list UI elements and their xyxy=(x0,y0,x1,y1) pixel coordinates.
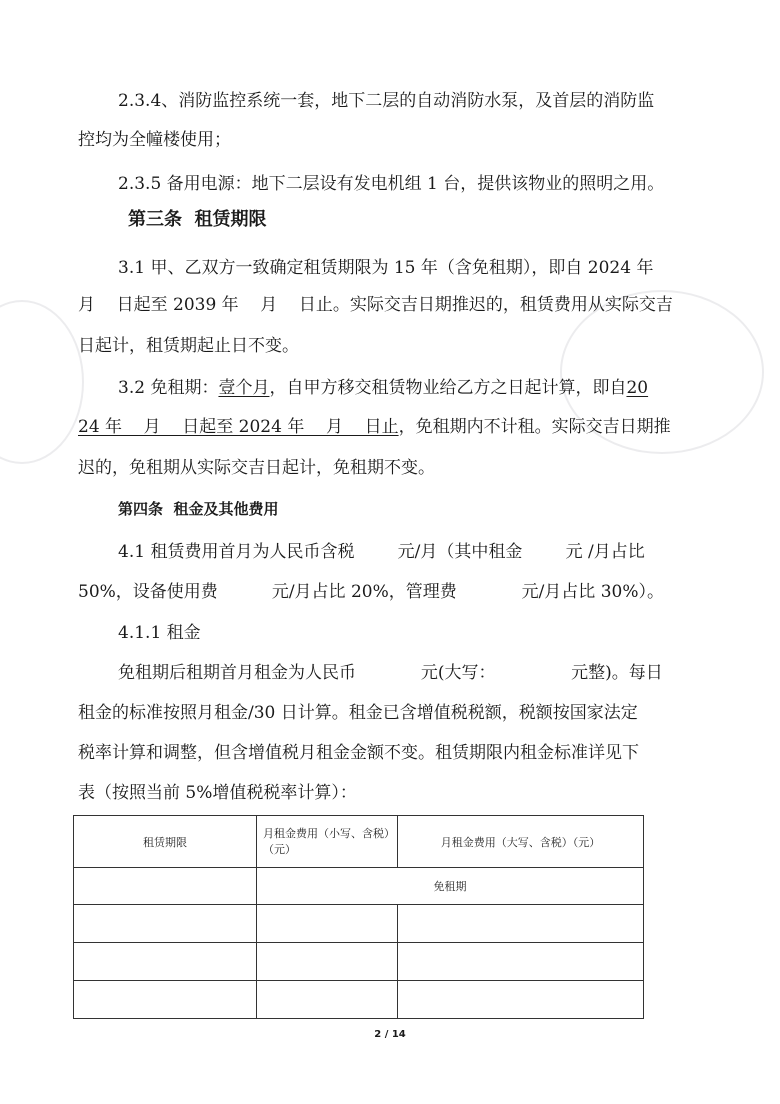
para-4-1-1-line2: 租金的标准按照月租金/30 日计算。租金已含增值税税额，税额按国家法定 xyxy=(78,703,638,723)
table-row xyxy=(74,981,644,1019)
para-4-1-1-title: 4.1.1 租金 xyxy=(118,623,201,643)
para-3-2-label: 3.2 免租期： xyxy=(118,378,219,398)
para-3-1-line1: 3.1 甲、乙双方一致确定租赁期限为 15 年（含免租期），即自 2024 年 xyxy=(118,258,654,278)
para-3-2-line1 xyxy=(118,375,780,401)
table-row-free-period xyxy=(74,868,644,905)
para-4-1-1-line1: 免租期后租期首月租金为人民币 元(大写： 元整)。每日 xyxy=(118,663,663,683)
para-3-2-line2-text: ，免租期内不计租。实际交吉日期推 xyxy=(398,417,671,437)
table-cell xyxy=(257,905,398,943)
para-4-1-line1: 4.1 租赁费用首月为人民币含税 元/月（其中租金 元 /月占比 xyxy=(118,542,645,562)
table-cell xyxy=(74,981,257,1019)
para-2-3-5: 2.3.5 备用电源：地下二层设有发电机组 1 台，提供该物业的照明之用。 xyxy=(118,174,665,194)
table-cell xyxy=(257,943,398,981)
para-3-2-line3: 迟的，免租期从实际交吉日起计，免租期不变。 xyxy=(78,458,435,478)
para-3-1-line3: 日起计，租赁期起止日不变。 xyxy=(78,336,299,356)
free-period-length: 壹个月 xyxy=(218,378,270,398)
para-4-1-line2: 50%，设备使用费 元/月占比 20%，管理费 元/月占比 30%）。 xyxy=(78,582,665,602)
article-3-title: 第三条 租赁期限 xyxy=(128,209,267,230)
article-4-title: 第四条 租金及其他费用 xyxy=(118,500,279,518)
para-4-1-1-line3: 税率计算和调整，但含增值税月租金金额不变。租赁期限内租金标准详见下 xyxy=(78,743,639,763)
para-2-3-4-line2: 控均为全幢楼使用； xyxy=(78,130,231,150)
para-4-1-1-line4: 表（按照当前 5%增值税税率计算）： xyxy=(78,783,357,803)
table-cell xyxy=(74,943,257,981)
free-period-year-start: 20 xyxy=(626,378,649,398)
table-header-row xyxy=(74,816,644,868)
para-2-3-4-line1: 2.3.4、消防监控系统一套，地下二层的自动消防水泵，及首层的消防监 xyxy=(118,91,655,111)
para-3-2-line2 xyxy=(78,414,780,440)
rent-schedule-table xyxy=(73,815,644,1019)
free-period-cell: 免租期 xyxy=(257,868,644,905)
header-monthly-rent-words: 月租金费用（大写、含税）（元） xyxy=(398,816,644,868)
table-cell xyxy=(398,981,644,1019)
table-cell xyxy=(398,943,644,981)
table-cell xyxy=(74,868,257,905)
table-cell xyxy=(74,905,257,943)
para-3-2-text: ，自甲方移交租赁物业给乙方之日起计算，即自 xyxy=(269,378,627,398)
faint-seal-left xyxy=(0,300,84,464)
table-row xyxy=(74,905,644,943)
table-row xyxy=(74,943,644,981)
table-cell xyxy=(398,905,644,943)
table-cell xyxy=(257,981,398,1019)
header-monthly-rent-numeric: 月租金费用（小写、含税）（元） xyxy=(257,816,398,868)
free-period-dates: 24 年 月 日起至 2024 年 月 日止 xyxy=(78,417,399,437)
page-number: 2 / 14 xyxy=(374,1029,406,1040)
header-lease-period: 租赁期限 xyxy=(74,816,257,868)
para-3-1-line2: 月 日起至 2039 年 月 日止。实际交吉日期推迟的，租赁费用从实际交吉 xyxy=(78,295,673,315)
